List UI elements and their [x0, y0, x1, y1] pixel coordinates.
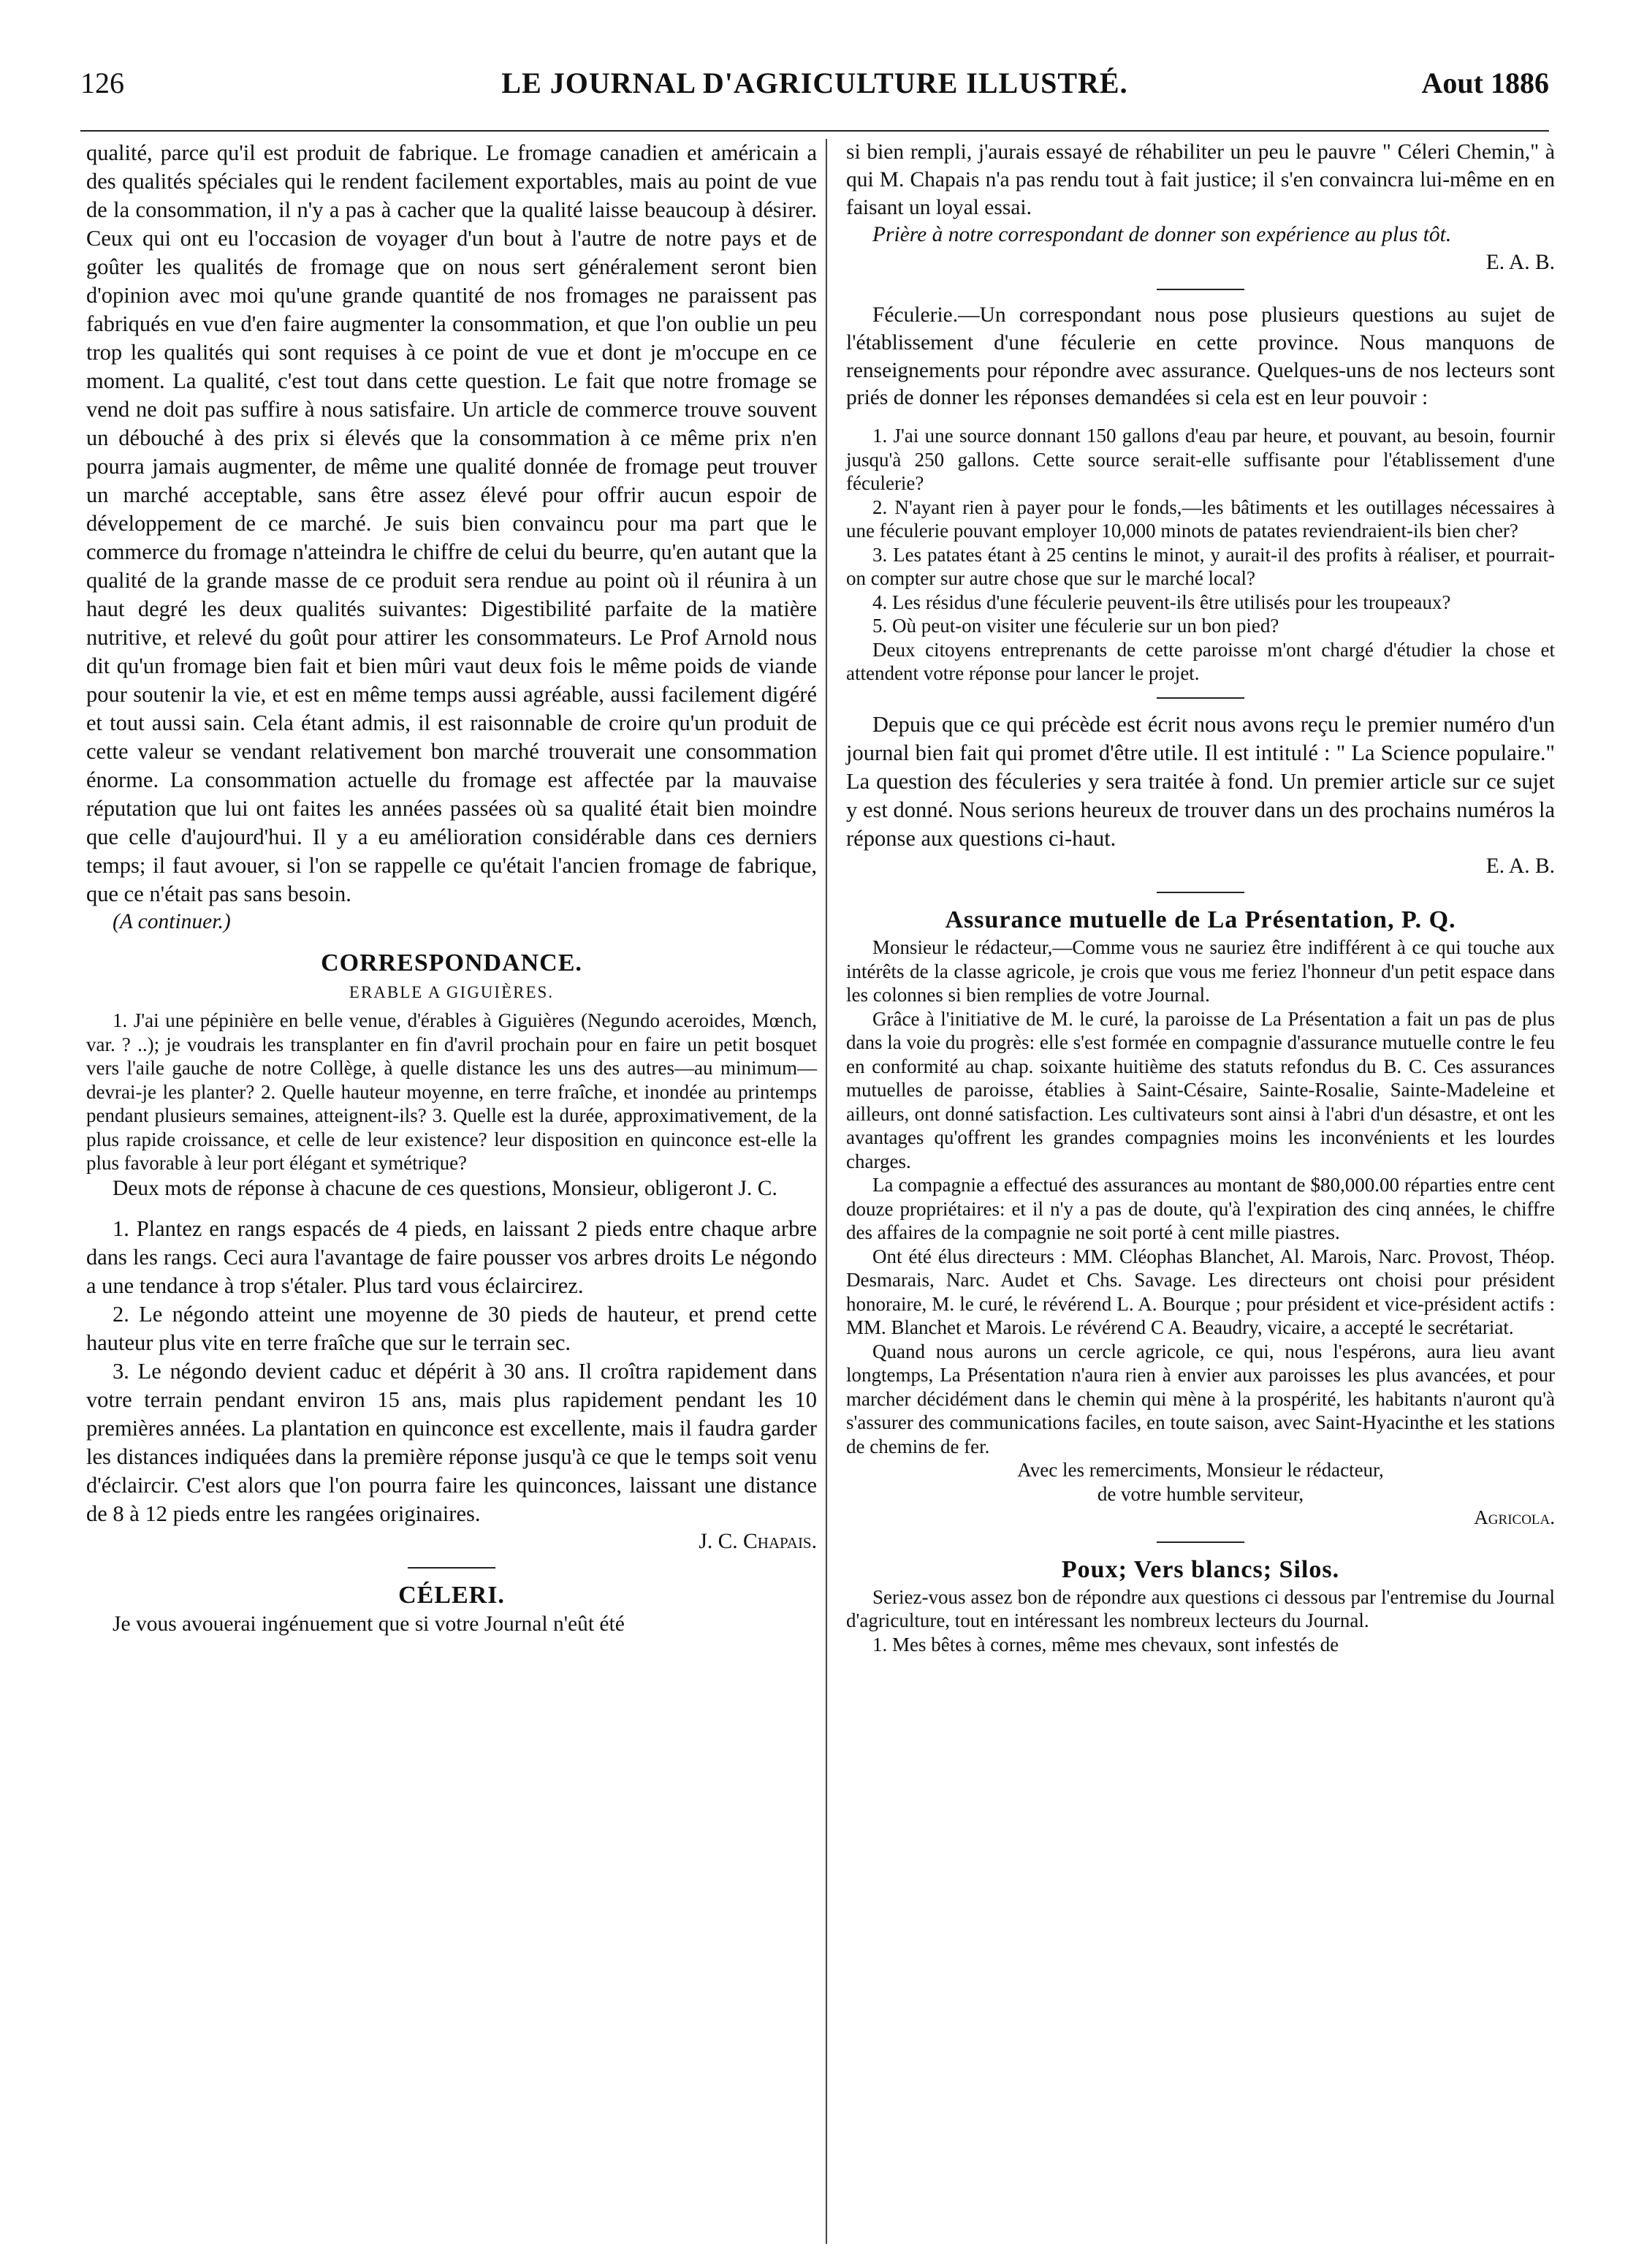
- erable-answer-1: 1. Plantez en rangs espacés de 4 pieds, en laissant 2 pieds entre chaque arbre dans les rangs. Ceci aura l'avantage de faire pousser vos arbres droits Le négondo a une tendance à trop s'étaler. Plus tard vous éclaircirez.: [86, 1215, 817, 1298]
- feculerie-question-1: 1. J'ai une source donnant 150 gallons d'eau par heure, et pouvant, au besoin, fournir jusqu'à 250 gallons. Cette source serait-elle suffisante pour l'établissement d'une féculerie?: [846, 425, 1555, 495]
- assurance-paragraph-5: Quand nous aurons un cercle agricole, ce qui, nous l'espérons, aura lieu avant longtemps, La Présentation n'aura rien à envier aux paroisses les plus avancées, et pour marcher décidément dans le chemin qui mène à la prospérité, les habitants n'auront qu'à s'assurer des communications faciles, en toute saison, avec Saint-Hyacinthe et les stations de chemins de fer.: [846, 1340, 1555, 1457]
- celeri-prayer: Prière à notre correspondant de donner son expérience au plus tôt.: [872, 223, 1452, 247]
- assurance-paragraph-3: La compagnie a effectué des assurances au montant de $80,000.00 réparties entre cent douze propriétaires: et il n'y a pas de doute, qu'à l'expiration des cinq années, le chiffre des affaires de la compagnie ne soit porté à cent mille piastres.: [846, 1174, 1555, 1244]
- page-number: 126: [80, 67, 124, 99]
- erable-answer-3: 3. Le négondo devient caduc et dépérit à 30 ans. Il croîtra rapidement dans votre terrain pendant environ 15 ans, mais plus rapidement pendant les 10 premières années. La plantation en quinconce est excellente, mais il faudra garder les distances indiquées dans la première réponse jusqu'à ce que le temps soit venu d'éclaircir. C'est alors que l'on pourra faire les quinconces, laissant une distance de 8 à 12 pieds entre les rangées originaires.: [86, 1358, 817, 1526]
- erable-subheading: ERABLE A GIGUIÈRES.: [349, 982, 555, 1001]
- celeri-text: Je vous avouerai ingénuement que si votre Journal n'eût été: [113, 1612, 625, 1636]
- feculerie-closing: Deux citoyens entreprenants de cette paroisse m'ont chargé d'étudier la chose et attendent votre réponse pour lancer le projet.: [846, 638, 1555, 685]
- assurance-signature: Agricola.: [1474, 1506, 1555, 1529]
- header-rule: [80, 130, 1549, 132]
- assurance-closing-1: Avec les remerciments, Monsieur le rédacteur,: [1017, 1459, 1384, 1482]
- erable-question: 1. J'ai une pépinière en belle venue, d'érables à Giguières (Negundo aceroides, Mœnch, var. ? ..); je voudrais les transplanter en fin d'avril prochain pour en faire un petit bosquet vers l'aile gauche de notre Collège, à quelle distance les uns des autres—au minimum—devrai-je les planter? 2. Quelle hauteur moyenne, en terre fraîche, et inondée au printemps pendant plusieurs semaines, atteignent-ils? 3. Quelle est la durée, approximativement, de la plus rapide croissance, et celle de leur existence? leur disposition en quinconce est-elle la plus favorable à leur port élégant et symétrique?: [86, 1009, 817, 1175]
- left-column: [86, 139, 817, 1639]
- right-column: [846, 139, 1555, 1656]
- section-rule: [1157, 1541, 1244, 1543]
- correspondance-heading: CORRESPONDANCE.: [321, 949, 582, 976]
- feculerie-question-4: 4. Les résidus d'une féculerie peuvent-ils être utilisés pour les troupeaux?: [872, 591, 1451, 613]
- poux-heading: Poux; Vers blancs; Silos.: [1061, 1555, 1340, 1583]
- feculerie-question-2: 2. N'ayant rien à payer pour le fonds,—les bâtiments et les outillages nécessaires à une féculerie pouvant employer 10,000 minots de patates reviendraient-ils bien cher?: [846, 496, 1555, 542]
- erable-signature: J. C. Chapais.: [699, 1529, 817, 1553]
- celeri-heading: CÉLERI.: [398, 1582, 505, 1609]
- section-rule: [1157, 892, 1244, 893]
- poux-question-1: 1. Mes bêtes à cornes, même mes chevaux, sont infestés de: [872, 1633, 1339, 1656]
- assurance-closing-2: de votre humble serviteur,: [1097, 1482, 1304, 1505]
- science-initials: E. A. B.: [1485, 854, 1555, 878]
- assurance-heading: Assurance mutuelle de La Présentation, P. Q.: [945, 906, 1456, 934]
- science-populaire-note: Depuis que ce qui précède est écrit nous avons reçu le premier numéro d'un journal bien fait qui promet d'être utile. Il est intitulé : " La Science populaire." La question des féculeries y sera traitée à fond. Un premier article sur ce sujet y est donné. Nous serions heureux de trouver dans un des prochains numéros la réponse aux questions ci-haut.: [846, 711, 1555, 851]
- erable-request: Deux mots de réponse à chacune de ces questions, Monsieur, obligeront J. C.: [113, 1176, 777, 1200]
- issue-date: Aout 1886: [1421, 67, 1549, 99]
- feculerie-intro: Féculerie.—Un correspondant nous pose plusieurs questions au sujet de l'établissement d'une féculerie en cette province. Nous manquons de renseignements pour répondre avec assurance. Quelques-uns de nos lecteurs sont priés de donner les réponses demandées si cela est en leur pouvoir :: [846, 303, 1555, 410]
- column-divider: [826, 139, 827, 2244]
- section-rule: [1157, 697, 1244, 699]
- assurance-paragraph-4: Ont été élus directeurs : MM. Cléophas Blanchet, Al. Marois, Narc. Provost, Théop. Desmarais, Narc. Audet et Chs. Savage. Les directeurs ont choisi pour président honoraire, M. le curé, le révérend L. A. Bourque ; pour président et vice-président actifs : MM. Blanchet et Marois. Le révérend C A. Beaudry, vicaire, a accepté le secrétariat.: [846, 1245, 1555, 1339]
- section-rule: [408, 1567, 495, 1569]
- poux-intro: Seriez-vous assez bon de répondre aux questions ci dessous par l'entremise du Journal d'agriculture, tout en intéressant les nombreux lecteurs du Journal.: [846, 1585, 1555, 1632]
- page-header: [80, 64, 1549, 108]
- journal-title: LE JOURNAL D'AGRICULTURE ILLUSTRÉ.: [501, 67, 1128, 99]
- section-rule: [1157, 289, 1244, 290]
- assurance-paragraph-2: Grâce à l'initiative de M. le curé, la paroisse de La Présentation a fait un pas de plus dans la voie du progrès: elle s'est formée en compagnie d'assurance mutuelle contre le feu en conformité au chap. soixante huitième des statuts refondus du B. C. Ces assurances mutuelles de paroisse, établies à Saint-Césaire, Sainte-Rosalie, Sainte-Madeleine et ailleurs, ont donné satisfaction. Les cultivateurs sont ainsi à l'abri d'un désastre, et ont les avantages qu'offrent les grandes compagnies moins les inconvénients et les lourdes charges.: [846, 1007, 1555, 1172]
- cheese-article-continuation: qualité, parce qu'il est produit de fabrique. Le fromage canadien et américain a des qualités spéciales qui le rendent facilement exportables, mais au point de vue de la consommation, il n'y a pas à cacher que la qualité laisse beaucoup à désirer. Ceux qui ont eu l'occasion de voyager d'un bout à l'autre de notre pays et de goûter les qualités de fromage que on nous sert généralement seront bien d'opinion avec moi qu'une grande quantité de nos fromages ne paraissent pas fabriqués en vue d'en faire augmenter la consommation, et que l'on oublie un peu trop les qualités qui sont requises à ce point de vue et dont je m'occupe en ce moment. La qualité, c'est tout dans cette question. Le fait que notre fromage se vend ne doit pas suffire à nous satisfaire. Un article de commerce trouve souvent un débouché à des prix si élevés que la consommation à ce même prix n'en pourra jamais augmenter, de même une qualité donnée de fromage peut trouver un marché acceptable, sans être assez élevé pour offrir aucun espoir de développement de ce marché. Je suis bien convaincu pour ma part que le commerce du fromage n'atteindra le chiffre de celui du beurre, qu'en autant que la qualité de la grande masse de ce produit sera rendue au point où il réunira à un haut degré les deux qualités suivantes: Digestibilité parfaite de la matière nutritive, et relevé du goût pour attirer les consommateurs. Le Prof Arnold nous dit qu'un fromage bien fait et bien mûri vaut deux fois le même poids de viande pour soutenir la vie, et est en même temps aussi agréable, aussi facilement digéré et tout aussi sain. Cela étant admis, il est raisonnable de croire qu'un produit de cette valeur se vendant relativement bon marché trouverait une consommation énorme. La consommation actuelle du fromage est affectée par la mauvaise réputation que lui ont faites les années passées où sa qualité était bien moindre que celle d'aujourd'hui. Il y a eu amélioration considérable dans ces derniers temps; il faut avouer, si l'on se rappelle ce qu'était l'ancien fromage de fabrique, que ce n'était pas sans besoin.: [86, 140, 817, 906]
- to-be-continued: (A continuer.): [113, 910, 231, 933]
- feculerie-question-3: 3. Les patates étant à 25 centins le minot, y aurait-il des profits à réaliser, et pourrait-on compter sur autre chose que sur le marché local?: [846, 543, 1555, 590]
- celeri-initials: E. A. B.: [1485, 251, 1555, 275]
- erable-answer-2: 2. Le négondo atteint une moyenne de 30 pieds de hauteur, et prend cette hauteur plus vite en terre fraîche que sur le terrain sec.: [86, 1301, 817, 1355]
- celeri-continuation: si bien rempli, j'aurais essayé de réhabiliter un peu le pauvre " Céleri Chemin," à qui M. Chapais n'a pas rendu tout à fait justice; il s'en convaincra lui-même en en faisant un loyal essai.: [846, 140, 1555, 219]
- feculerie-question-5: 5. Où peut-on visiter une féculerie sur un bon pied?: [872, 615, 1279, 637]
- assurance-paragraph-1: Monsieur le rédacteur,—Comme vous ne sauriez être indifférent à ce qui touche aux intérêts de la classe agricole, je crois que vous me feriez l'honneur d'un petit espace dans les colonnes si bien remplies de votre Journal.: [846, 936, 1555, 1006]
